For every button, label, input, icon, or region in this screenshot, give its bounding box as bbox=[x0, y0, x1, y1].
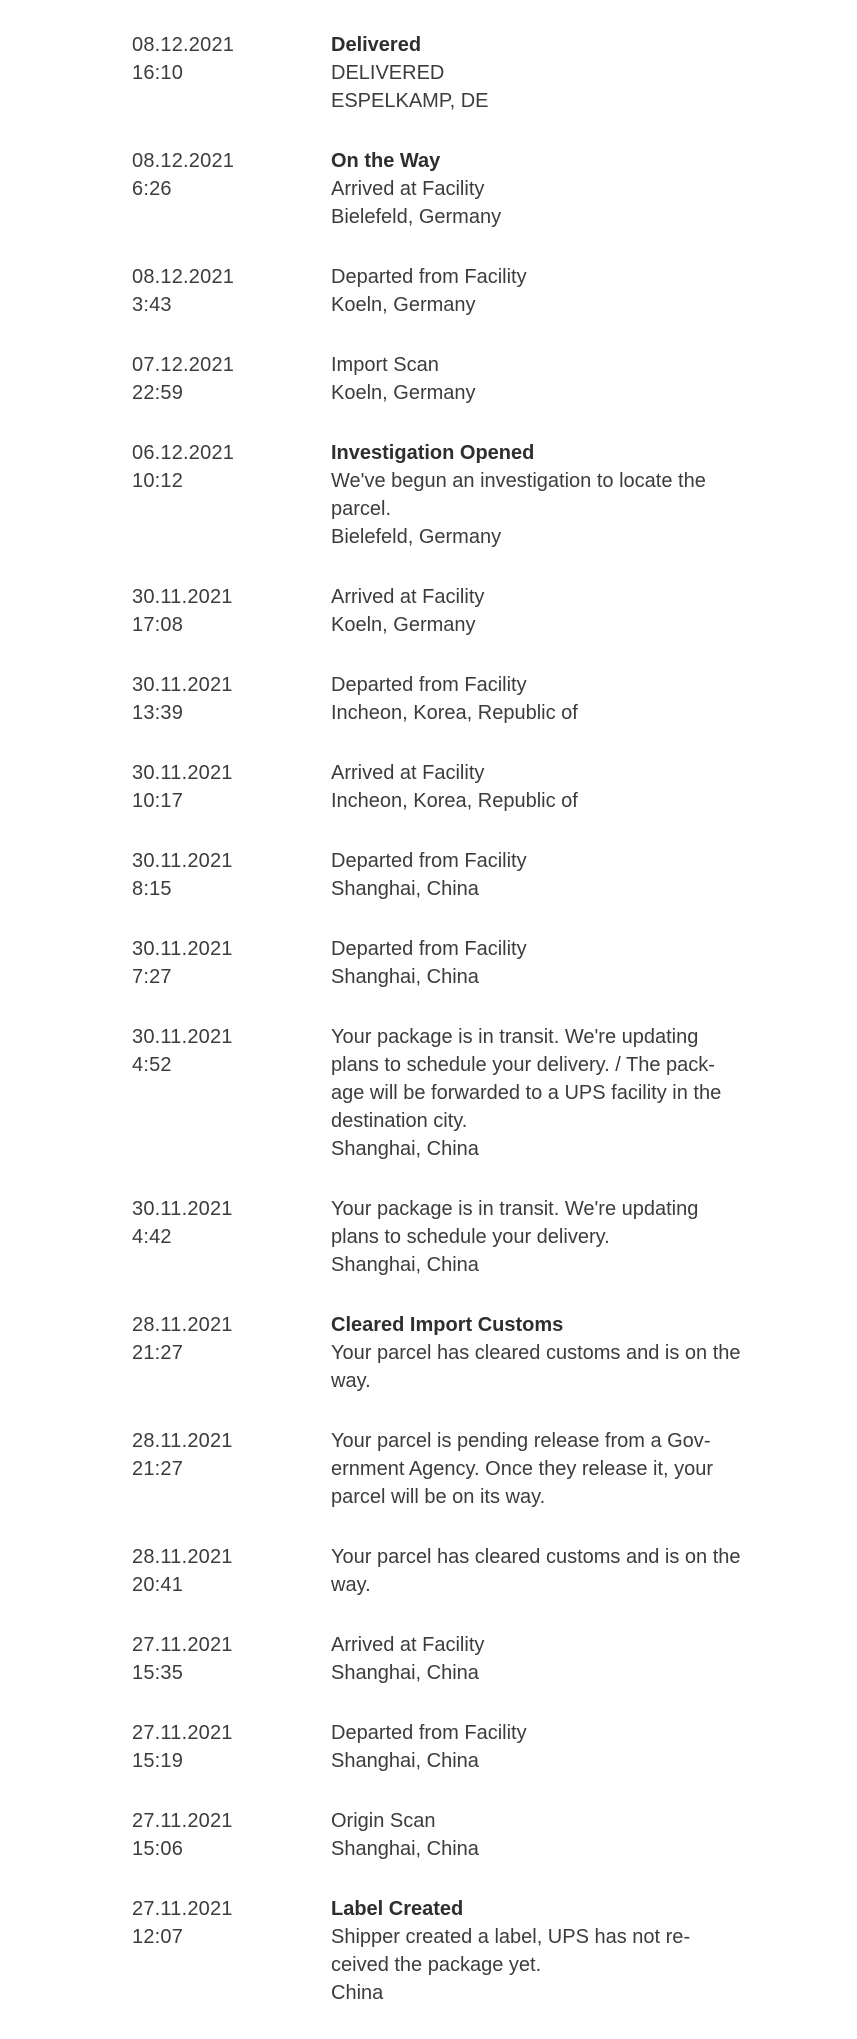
tracking-event bbox=[0, 759, 857, 847]
event-time: 4:52 bbox=[132, 1054, 172, 1076]
event-description bbox=[331, 439, 741, 551]
event-status: On the Way bbox=[331, 150, 441, 172]
event-time: 20:41 bbox=[132, 1574, 184, 1596]
event-description bbox=[331, 351, 741, 407]
event-timestamp bbox=[132, 1631, 331, 1687]
event-date: 08.12.2021 bbox=[132, 150, 235, 172]
event-description bbox=[331, 1895, 741, 2007]
event-detail: Origin Scan bbox=[331, 1810, 436, 1832]
event-location: China bbox=[331, 1982, 384, 2004]
event-description bbox=[331, 1195, 741, 1279]
event-description bbox=[331, 1543, 741, 1599]
event-time: 7:27 bbox=[132, 966, 172, 988]
event-location: Koeln, Germany bbox=[331, 382, 476, 404]
event-timestamp bbox=[132, 263, 331, 319]
tracking-event bbox=[0, 935, 857, 1023]
tracking-event bbox=[0, 1895, 857, 2039]
event-description bbox=[331, 847, 741, 903]
tracking-event bbox=[0, 263, 857, 351]
event-description bbox=[331, 263, 741, 319]
event-location: Shanghai, China bbox=[331, 966, 479, 988]
tracking-event bbox=[0, 1023, 857, 1195]
event-description bbox=[331, 1427, 741, 1511]
event-detail: Your package is in transit. We're updating plans to schedule your delivery. bbox=[331, 1198, 699, 1248]
event-time: 15:06 bbox=[132, 1838, 184, 1860]
event-date: 30.11.2021 bbox=[132, 762, 233, 784]
event-date: 06.12.2021 bbox=[132, 442, 235, 464]
event-date: 27.11.2021 bbox=[132, 1634, 233, 1656]
event-detail: Departed from Facility bbox=[331, 266, 527, 288]
event-date: 28.11.2021 bbox=[132, 1430, 233, 1452]
event-description bbox=[331, 1719, 741, 1775]
event-time: 13:39 bbox=[132, 702, 184, 724]
event-date: 30.11.2021 bbox=[132, 1198, 233, 1220]
event-location: Koeln, Germany bbox=[331, 294, 476, 316]
event-timestamp bbox=[132, 847, 331, 903]
event-detail: Arrived at Facility bbox=[331, 1634, 485, 1656]
event-date: 08.12.2021 bbox=[132, 266, 235, 288]
tracking-event bbox=[0, 1427, 857, 1543]
event-time: 22:59 bbox=[132, 382, 184, 404]
event-time: 4:42 bbox=[132, 1226, 172, 1248]
event-location: Bielefeld, Germany bbox=[331, 206, 502, 228]
event-time: 21:27 bbox=[132, 1342, 184, 1364]
event-location: ESPELKAMP, DE bbox=[331, 90, 489, 112]
tracking-event bbox=[0, 439, 857, 583]
event-detail: Departed from Facility bbox=[331, 850, 527, 872]
event-location: Shanghai, China bbox=[331, 1750, 479, 1772]
event-date: 27.11.2021 bbox=[132, 1898, 233, 1920]
event-location: Shanghai, China bbox=[331, 1662, 479, 1684]
event-timestamp bbox=[132, 1895, 331, 2007]
event-date: 28.11.2021 bbox=[132, 1314, 233, 1336]
event-timestamp bbox=[132, 671, 331, 727]
event-location: Shanghai, China bbox=[331, 878, 479, 900]
event-description bbox=[331, 1023, 741, 1163]
event-timestamp bbox=[132, 583, 331, 639]
event-time: 6:26 bbox=[132, 178, 172, 200]
event-date: 27.11.2021 bbox=[132, 1722, 233, 1744]
tracking-event bbox=[0, 1311, 857, 1427]
tracking-event bbox=[0, 583, 857, 671]
event-timestamp bbox=[132, 1311, 331, 1395]
event-detail: Shipper created a label, UPS has not received the package yet. bbox=[331, 1926, 691, 1976]
event-location: Shanghai, China bbox=[331, 1838, 479, 1860]
event-detail: Arrived at Facility bbox=[331, 586, 485, 608]
event-detail: DELIVERED bbox=[331, 62, 445, 84]
event-description bbox=[331, 671, 741, 727]
event-timestamp bbox=[132, 1427, 331, 1511]
event-timestamp bbox=[132, 439, 331, 551]
event-date: 27.11.2021 bbox=[132, 1810, 233, 1832]
event-detail: Departed from Facility bbox=[331, 674, 527, 696]
event-description bbox=[331, 759, 741, 815]
event-location: Incheon, Korea, Republic of bbox=[331, 790, 578, 812]
event-location: Bielefeld, Germany bbox=[331, 526, 502, 548]
tracking-event bbox=[0, 351, 857, 439]
event-detail: We've begun an investigation to locate the parcel. bbox=[331, 470, 706, 520]
event-location: Incheon, Korea, Republic of bbox=[331, 702, 578, 724]
event-time: 21:27 bbox=[132, 1458, 184, 1480]
tracking-event bbox=[0, 1631, 857, 1719]
event-status: Cleared Import Customs bbox=[331, 1314, 564, 1336]
event-date: 30.11.2021 bbox=[132, 674, 233, 696]
event-detail: Your parcel has cleared customs and is on the way. bbox=[331, 1546, 741, 1596]
tracking-event bbox=[0, 1719, 857, 1807]
event-timestamp bbox=[132, 759, 331, 815]
tracking-event bbox=[0, 671, 857, 759]
event-description bbox=[331, 1311, 741, 1395]
event-timestamp bbox=[132, 1195, 331, 1279]
event-timestamp bbox=[132, 351, 331, 407]
event-timestamp bbox=[132, 1543, 331, 1599]
tracking-event bbox=[0, 1195, 857, 1311]
event-time: 17:08 bbox=[132, 614, 184, 636]
event-date: 30.11.2021 bbox=[132, 586, 233, 608]
event-detail: Departed from Facility bbox=[331, 1722, 527, 1744]
event-timestamp bbox=[132, 31, 331, 115]
event-detail: Your parcel is pending release from a Government Agency. Once they release it, your parcel will be on its way. bbox=[331, 1430, 714, 1508]
event-detail: Your package is in transit. We're updating plans to schedule your delivery. / The package will be forwarded to a UPS facility in the destination city. bbox=[331, 1026, 722, 1132]
event-location: Koeln, Germany bbox=[331, 614, 476, 636]
event-detail: Your parcel has cleared customs and is on the way. bbox=[331, 1342, 741, 1392]
event-status: Investigation Opened bbox=[331, 442, 535, 464]
event-description bbox=[331, 1807, 741, 1863]
event-location: Shanghai, China bbox=[331, 1254, 479, 1276]
event-time: 3:43 bbox=[132, 294, 172, 316]
event-description bbox=[331, 583, 741, 639]
event-time: 10:17 bbox=[132, 790, 184, 812]
event-date: 30.11.2021 bbox=[132, 938, 233, 960]
event-description bbox=[331, 31, 741, 115]
tracking-event bbox=[0, 31, 857, 147]
event-description bbox=[331, 1631, 741, 1687]
event-time: 12:07 bbox=[132, 1926, 184, 1948]
event-description bbox=[331, 935, 741, 991]
event-detail: Import Scan bbox=[331, 354, 439, 376]
tracking-event bbox=[0, 1807, 857, 1895]
event-date: 08.12.2021 bbox=[132, 34, 235, 56]
event-description bbox=[331, 147, 741, 231]
event-status: Label Created bbox=[331, 1898, 464, 1920]
event-time: 15:35 bbox=[132, 1662, 184, 1684]
tracking-event bbox=[0, 847, 857, 935]
event-timestamp bbox=[132, 1807, 331, 1863]
event-detail: Arrived at Facility bbox=[331, 178, 485, 200]
event-location: Shanghai, China bbox=[331, 1138, 479, 1160]
event-time: 8:15 bbox=[132, 878, 172, 900]
event-timestamp bbox=[132, 147, 331, 231]
event-time: 15:19 bbox=[132, 1750, 184, 1772]
event-timestamp bbox=[132, 935, 331, 991]
event-timestamp bbox=[132, 1023, 331, 1163]
event-time: 16:10 bbox=[132, 62, 184, 84]
event-date: 30.11.2021 bbox=[132, 1026, 233, 1048]
event-detail: Departed from Facility bbox=[331, 938, 527, 960]
event-detail: Arrived at Facility bbox=[331, 762, 485, 784]
event-timestamp bbox=[132, 1719, 331, 1775]
event-date: 28.11.2021 bbox=[132, 1546, 233, 1568]
event-status: Delivered bbox=[331, 34, 422, 56]
event-time: 10:12 bbox=[132, 470, 184, 492]
tracking-event bbox=[0, 1543, 857, 1631]
tracking-event bbox=[0, 147, 857, 263]
event-date: 07.12.2021 bbox=[132, 354, 235, 376]
event-date: 30.11.2021 bbox=[132, 850, 233, 872]
